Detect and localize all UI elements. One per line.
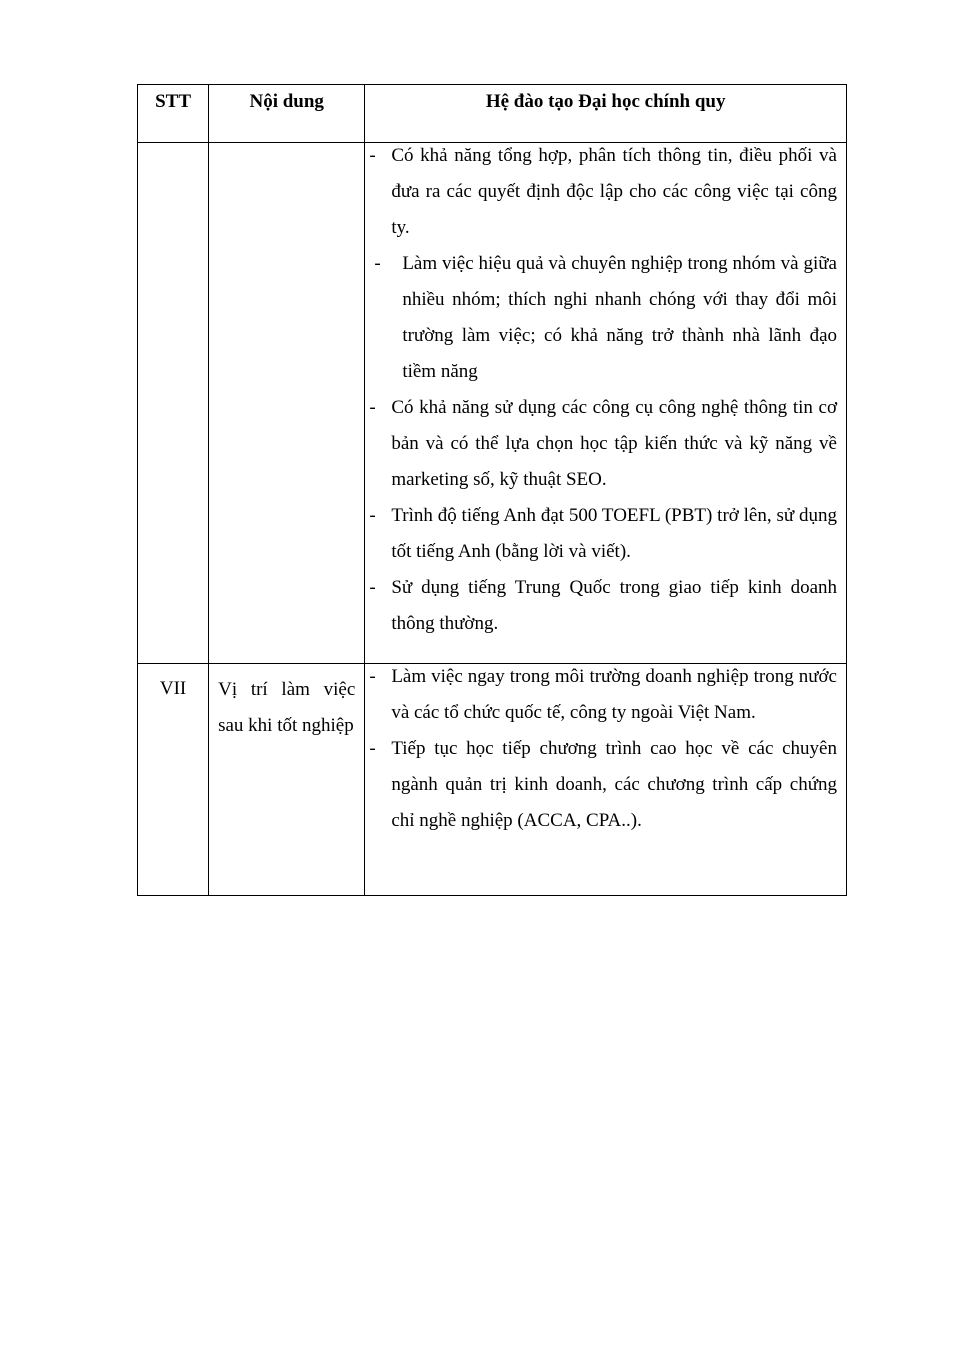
table-header-row — [138, 85, 847, 143]
bullet-marker: - — [369, 738, 376, 759]
bullet-marker: - — [369, 666, 376, 687]
stt-cell: VII — [138, 664, 209, 896]
stt-cell — [138, 143, 209, 664]
list-item — [365, 138, 846, 246]
header-stt: STT — [138, 85, 209, 143]
table-row — [138, 664, 847, 896]
bullet-marker: - — [369, 145, 376, 166]
list-item — [365, 731, 846, 839]
bullet-list — [365, 138, 846, 642]
content-cell — [209, 143, 365, 664]
curriculum-table — [137, 84, 847, 896]
list-item — [365, 659, 846, 731]
list-item-text: Tiếp tục học tiếp chương trình cao học về các chuyên ngành quản trị kinh doanh, các chương trình cấp chứng chỉ nghề nghiệp (ACCA, CPA..). — [391, 738, 837, 831]
bullet-marker: - — [374, 253, 381, 274]
list-item — [365, 246, 846, 390]
list-item-text: Làm việc hiệu quả và chuyên nghiệp trong nhóm và giữa nhiều nhóm; thích nghi nhanh chóng với thay đổi môi trường làm việc; có khả năng trở thành nhà lãnh đạo tiềm năng — [402, 253, 837, 382]
bullet-marker: - — [369, 577, 376, 598]
list-item-text: Làm việc ngay trong môi trường doanh nghiệp trong nước và các tổ chức quốc tế, công ty ngoài Việt Nam. — [391, 666, 837, 723]
program-cell — [365, 664, 847, 896]
list-item-text: Trình độ tiếng Anh đạt 500 TOEFL (PBT) trở lên, sử dụng tốt tiếng Anh (bằng lời và viết). — [391, 505, 837, 562]
list-item-text: Có khả năng tổng hợp, phân tích thông tin, điều phối và đưa ra các quyết định độc lập cho các công việc tại công ty. — [391, 145, 837, 238]
list-item-text: Có khả năng sử dụng các công cụ công nghệ thông tin cơ bản và có thể lựa chọn học tập kiến thức và kỹ năng về marketing số, kỹ thuật SEO. — [391, 397, 837, 490]
list-item-text: Sử dụng tiếng Trung Quốc trong giao tiếp kinh doanh thông thường. — [391, 577, 837, 634]
table-row — [138, 143, 847, 664]
bullet-marker: - — [369, 397, 376, 418]
list-item — [365, 498, 846, 570]
bullet-marker: - — [369, 505, 376, 526]
list-item — [365, 570, 846, 642]
header-program: Hệ đào tạo Đại học chính quy — [365, 85, 847, 143]
bullet-list — [365, 659, 846, 839]
program-cell — [365, 143, 847, 664]
content-text: Vị trí làm việc sau khi tốt nghiệp — [218, 679, 356, 736]
header-content: Nội dung — [209, 85, 365, 143]
list-item — [365, 390, 846, 498]
content-cell — [209, 664, 365, 896]
